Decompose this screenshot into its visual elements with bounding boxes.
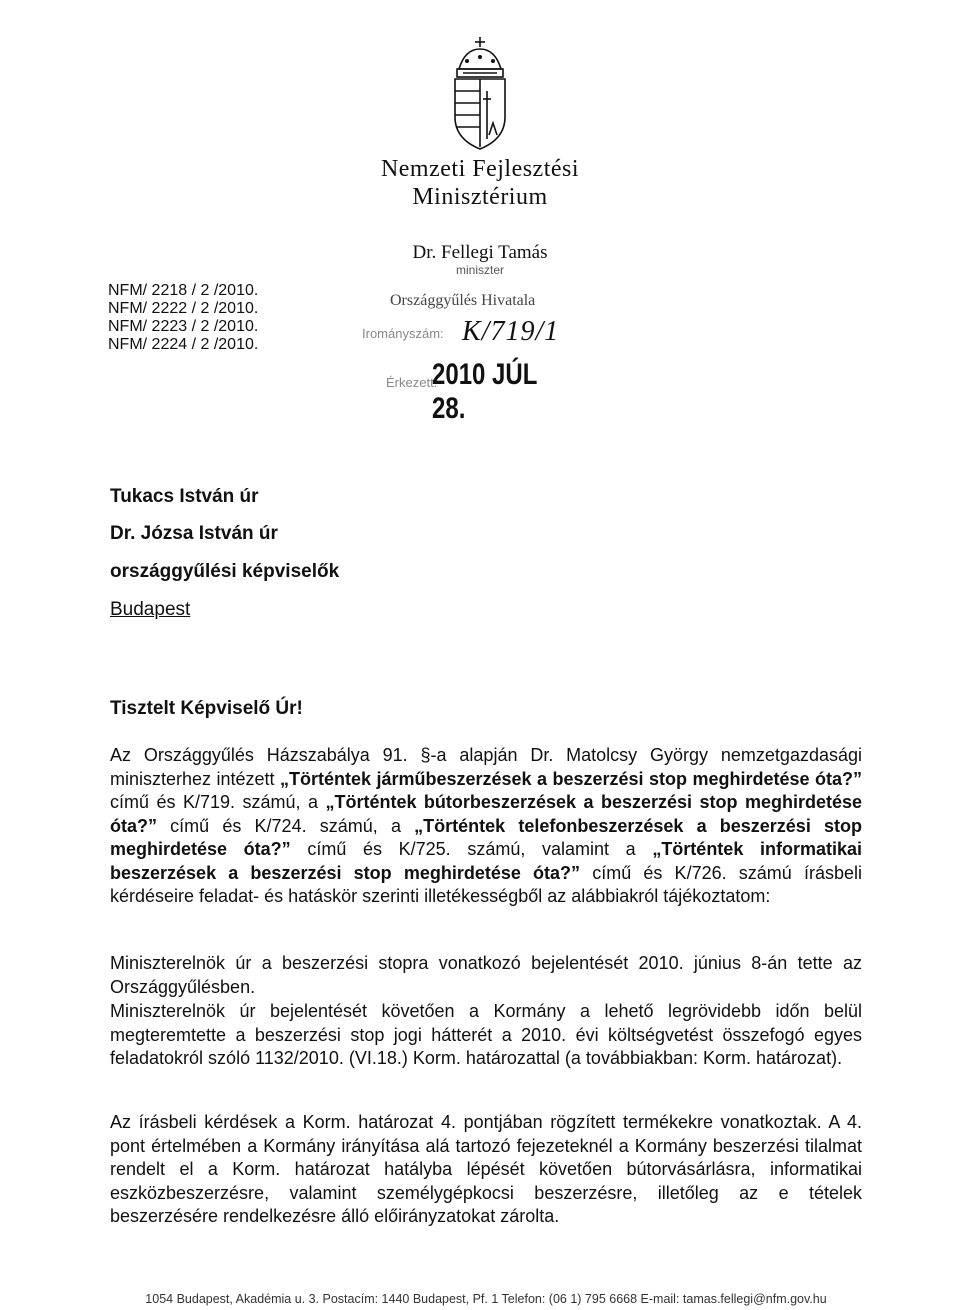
footer-address: 1054 Budapest, Akadémia u. 3. Postacím: 1440 Budapest, Pf. 1 Telefon: (06 1) 795 6668 E-mail: tamas.fellegi@nfm.gov.hu [145,1292,827,1306]
body-paragraph-2: Miniszterelnök úr a beszerzési stopra vonatkozó bejelentését 2010. június 8-án tette az Országgyűlésben. [110,953,862,997]
recipient-role: országgyűlési képviselők [110,561,340,582]
coat-of-arms-icon [445,35,515,155]
p1-seg: című és K/725. számú, valamint a [290,839,653,859]
minister-name: Dr. Fellegi Tamás [412,242,548,263]
recipient-city: Budapest [110,599,191,620]
recipient-name-1: Tukacs István úr [110,486,259,507]
salutation: Tisztelt Képviselő Úr! [110,698,303,719]
p1-seg-bold: „Történtek bútorbeszerzések a beszerzési stop meghirdetése óta?” [110,792,862,836]
p1-seg-bold: „Történtek járműbeszerzések a beszerzési stop meghirdetése óta?” [280,768,862,789]
org-name-line1: Nemzeti Fejlesztési [380,156,580,182]
reference-number: NFM/ 2224 / 2 /2010. [108,336,259,353]
stamp-office: Országgyűlés Hivatala [390,292,536,309]
reference-number: NFM/ 2222 / 2 /2010. [108,300,259,317]
recipient-name-2: Dr. Józsa István úr [110,523,278,544]
body-paragraph-1 [110,744,862,909]
p1-seg-bold: „Történtek informatikai beszerzések a beszerzési stop meghirdetése óta?” [110,839,862,883]
p1-seg: című és K/719. számú, a [110,792,326,812]
stamp-received-label: Érkezett: [386,375,438,390]
p1-seg: Az Országgyűlés Házszabálya 91. §-a alapján Dr. Matolcsy György nemzetgazdasági miniszterhez intézett [110,745,862,789]
stamp-number-value: K/719/1 [462,316,560,347]
reference-number: NFM/ 2218 / 2 /2010. [108,282,259,299]
stamp-number-label: Irományszám: [362,326,444,341]
p1-seg-bold: „Történtek telefonbeszerzések a beszerzési stop meghirdetése óta?” [110,815,862,859]
reference-number: NFM/ 2223 / 2 /2010. [108,318,259,335]
reference-numbers [108,282,258,354]
stamp-received-date: 2010 JÚL 28. [432,358,537,425]
p1-seg: című és K/724. számú, a [157,815,415,836]
body-paragraph-4: Az írásbeli kérdések a Korm. határozat 4. pontjában rögzített termékekre vonatkoztak. A 4. pont értelmében a Kormány irányítása alá tartozó fejezeteknél a Kormány beszerzési tilalmat rendelt el a Korm. határozat hatályba lépését követően bútorvásárlásra, informatikai eszközbeszerzésre, valamint személygépkocsi beszerzésre, illetőleg az e tételek beszerzésére rendelkezésre álló előirányzatokat zárolta. [110,1112,862,1226]
minister-role: miniszter [455,263,504,277]
body-paragraph-3: Miniszterelnök úr bejelentését követően a Kormány a lehető legrövidebb időn belül megteremtette a beszerzési stop jogi hátterét a 2010. évi költségvetést összefogó egyes feladatokról szóló 1132/2010. (VI.18.) Korm. határozattal (a továbbiakban: Korm. határozat). [110,1001,862,1068]
received-stamp [362,292,602,425]
org-name-line2: Minisztérium [412,184,548,210]
p1-seg: című és K/726. számú írásbeli kérdéseire feladat- és hatáskör szerinti illetékességből az alábbiakról tájékoztatom: [110,862,862,906]
